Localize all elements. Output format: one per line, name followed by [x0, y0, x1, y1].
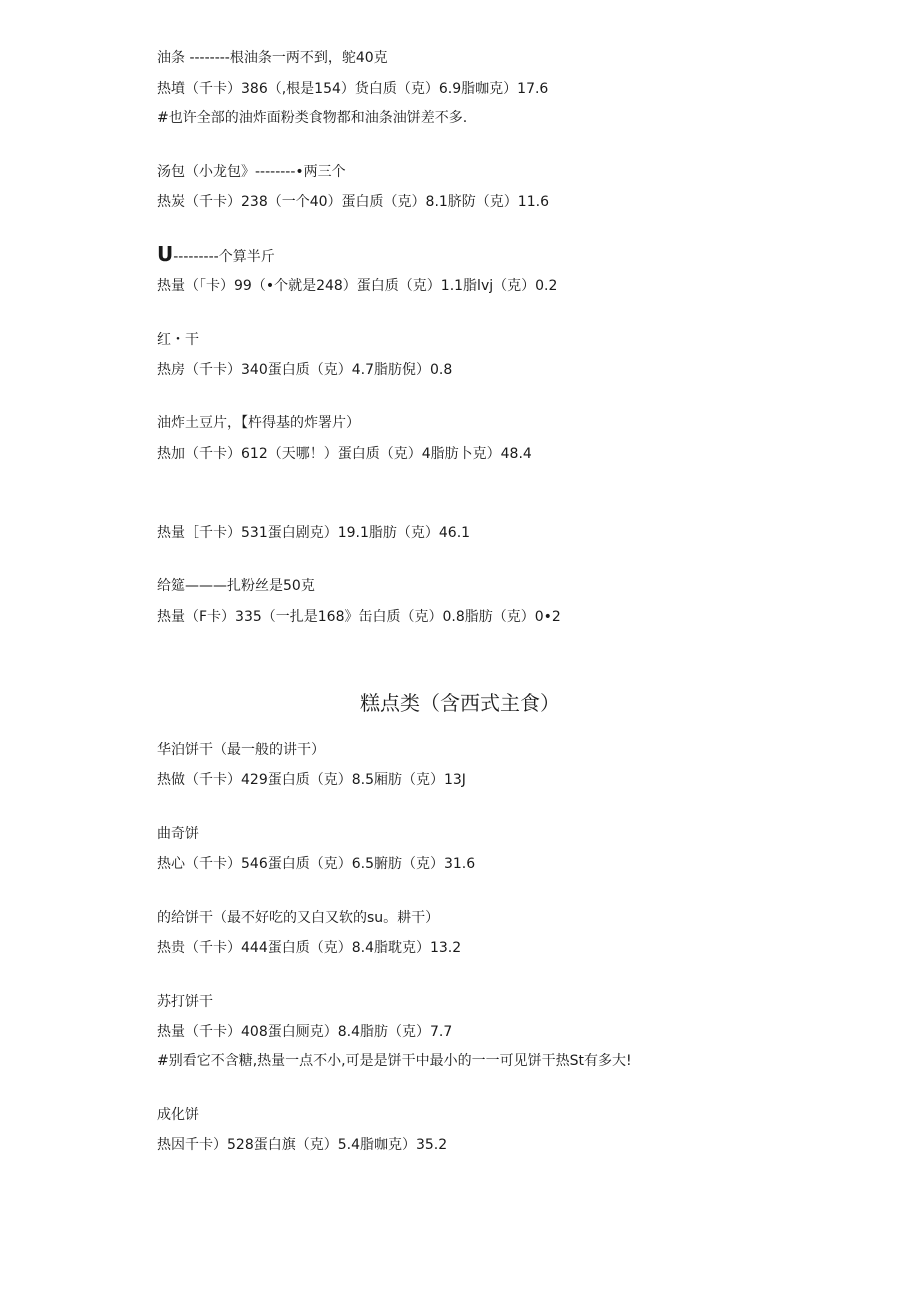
text-line: 热贵（千卡）444蛋白质（克）8.4脂耽克）13.2: [157, 940, 462, 956]
text-line: 红・干: [157, 332, 199, 348]
text-line: 华泊饼干（最一般的讲干）: [157, 742, 325, 758]
text-line: 热量（「卡）99（•个就是248）蛋白质（克）1.1脂lvj（克）0.2: [157, 278, 558, 294]
big-letter: U: [157, 242, 174, 266]
text-fragment: ---------个算半斤: [173, 249, 275, 265]
text-line: #也许全部的油炸面粉类食物都和油条油饼差不多.: [157, 110, 468, 126]
text-line: 热墳（千卡）386（,根是154）货白质（克）6.9脂咖克）17.6: [157, 81, 549, 97]
text-line: 热量［千卡）531蛋白剧克）19.1脂肪（克）46.1: [157, 525, 471, 541]
text-line: 油炸土豆片，【杵得基的炸署片）: [157, 415, 360, 431]
text-line: 热因千卡）528蛋白旗（克）5.4脂咖克）35.2: [157, 1137, 448, 1153]
text-line: 给筵———扎粉丝是50克: [157, 578, 315, 594]
text-line: [157, 244, 275, 267]
text-line: 热加（千卡）612（天哪！）蛋白质（克）4脂肪卜克）48.4: [157, 446, 532, 462]
text-line: 热心（千卡）546蛋白质（克）6.5腑肪（克）31.6: [157, 856, 476, 872]
text-line: 热房（千卡）340蛋白质（克）4.7脂肪倪）0.8: [157, 362, 453, 378]
text-line: 曲奇饼: [157, 826, 199, 842]
text-line: 热量（F卡）335（一扎是168》缶白质（克）0.8脂肪（克）0•2: [157, 609, 561, 625]
text-line: 苏打饼干: [157, 994, 213, 1010]
text-line: #别看它不含糖,热量一点不小,可是是饼干中最小的一一可见饼干热St有多大!: [157, 1053, 632, 1069]
text-line: 的给饼干（最不好吃的又白又软的su。耕干）: [157, 910, 440, 926]
section-title: 糕点类（含西式主食）: [360, 691, 560, 715]
text-line: 热炭（千卡）238（一个40）蛋白质（克）8.1脐防（克）11.6: [157, 194, 549, 210]
text-line: 热量（千卡）408蛋白厕克）8.4脂肪（克）7.7: [157, 1024, 453, 1040]
text-line: 热做（千卡）429蛋白质（克）8.5厢肪（克）13J: [157, 772, 466, 788]
text-line: 汤包（小龙包》--------•两三个: [157, 164, 346, 180]
text-line: 成化饼: [157, 1107, 199, 1123]
text-line: 油条 --------根油条一两不到，鸵40克: [157, 50, 388, 66]
